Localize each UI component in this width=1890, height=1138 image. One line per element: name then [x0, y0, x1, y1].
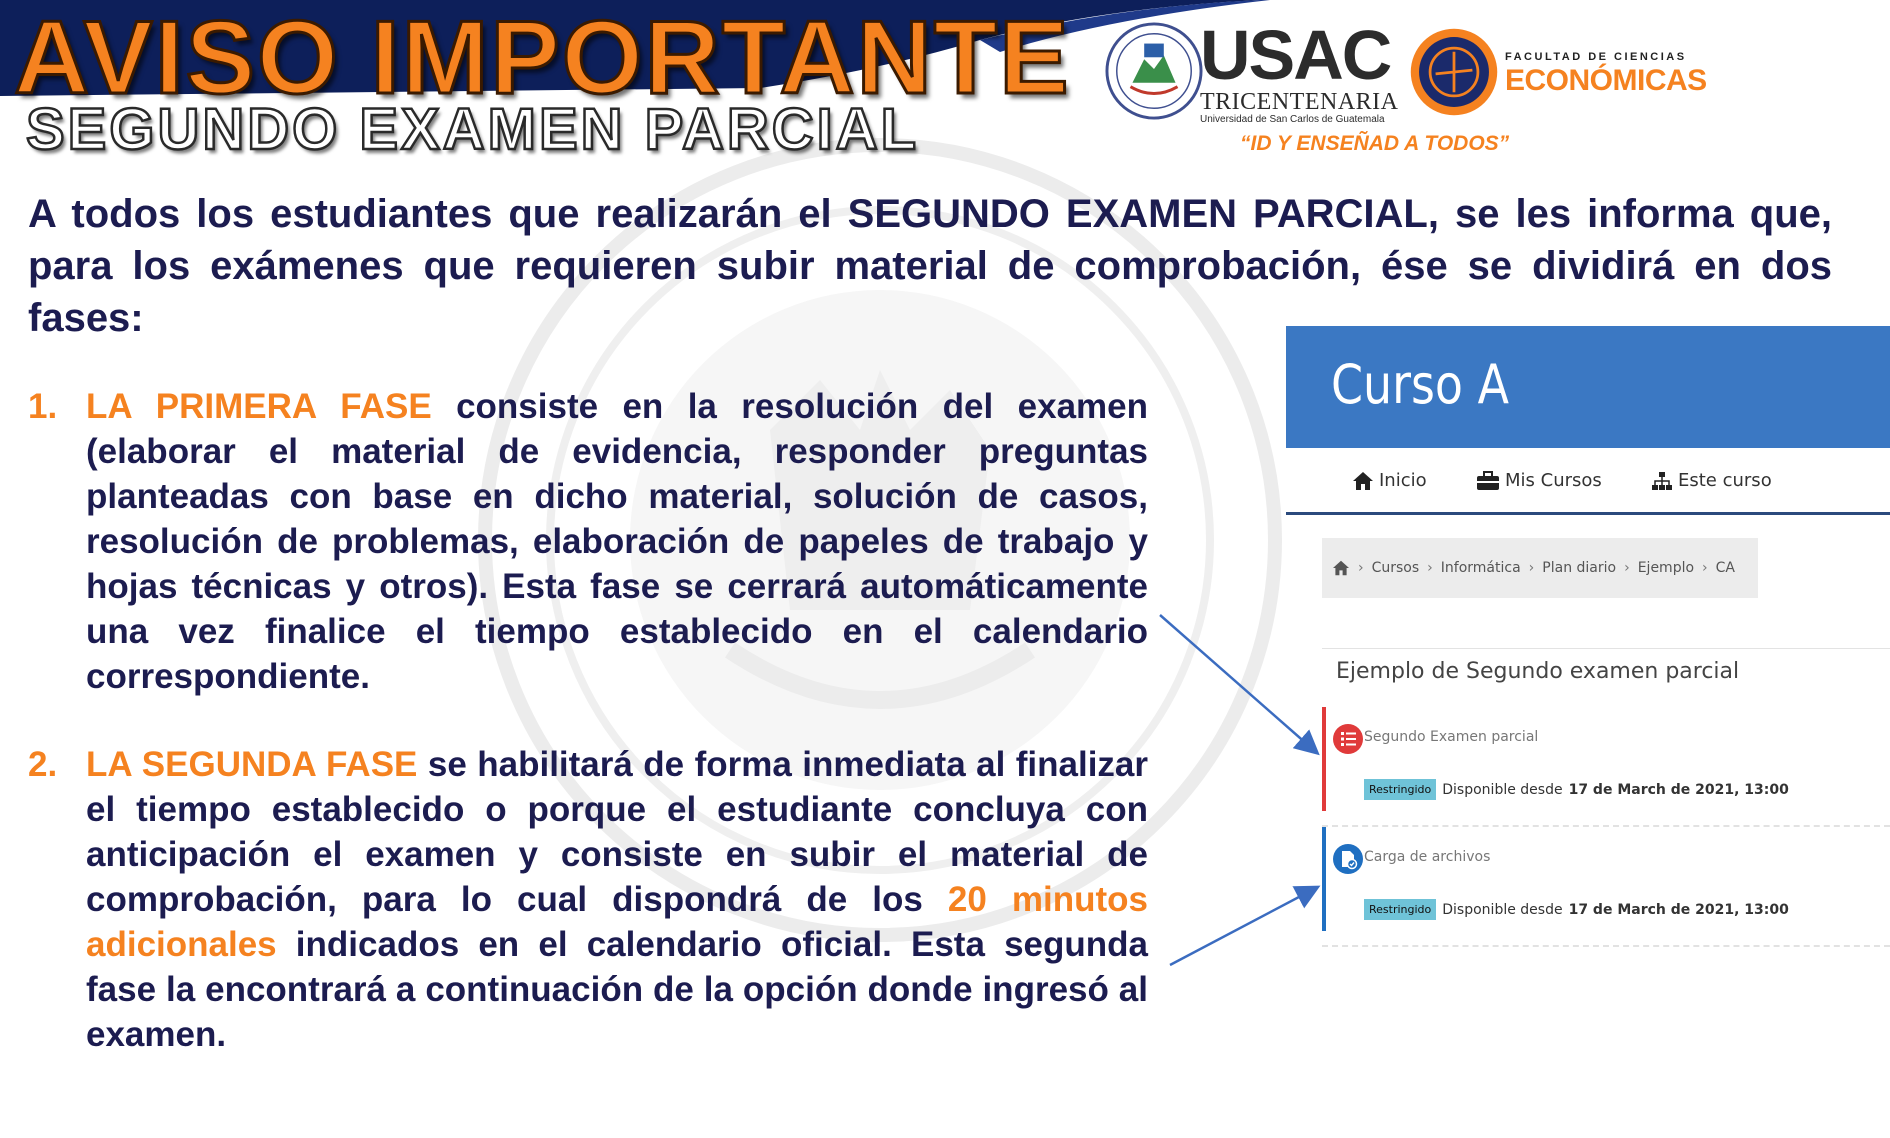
home-icon[interactable] — [1332, 560, 1350, 576]
divider — [1322, 945, 1890, 947]
breadcrumb-separator: › — [1702, 560, 1708, 576]
breadcrumb-item[interactable]: Plan diario — [1542, 560, 1617, 576]
restricted-badge: Restringido — [1364, 779, 1436, 800]
breadcrumb-item[interactable]: CA — [1715, 560, 1735, 576]
breadcrumb-separator: › — [1427, 560, 1433, 576]
breadcrumb-separator: › — [1528, 560, 1535, 576]
phase-text-end: indicados en el calendario oficial. Esta segunda fase la encontrará a continuación de la opción donde ingresó al examen. — [86, 925, 1148, 1054]
phase-text: consiste en la resolución del examen (elaborar el material de evidencia, responder preguntas planteadas con base en dicho material, solución de casos, resolución de problemas, elaboración de papeles de trabajo y hojas técnicas y otros). Esta fase se cerrará automáticamente una vez finalice el tiempo establecido en el calendario correspondiente. — [86, 387, 1148, 696]
breadcrumb-separator: › — [1358, 560, 1364, 576]
activity-carga-archivos[interactable] — [1322, 827, 1890, 945]
phase-item-2 — [28, 742, 1148, 1057]
breadcrumb-item[interactable]: Cursos — [1371, 560, 1420, 576]
nav-item-label: Inicio — [1379, 470, 1427, 491]
restriction-info — [1364, 779, 1789, 800]
faculty-label: FACULTAD DE CIENCIAS — [1505, 51, 1687, 63]
notice-subtitle: SEGUNDO EXAMEN PARCIAL — [26, 97, 920, 162]
faculty-name: ECONÓMICAS — [1505, 64, 1707, 97]
nav-item-label: Mis Cursos — [1505, 470, 1602, 491]
usac-logo — [1200, 16, 1399, 130]
phase-item-1 — [28, 384, 1148, 699]
nav-item-mis-cursos[interactable] — [1476, 470, 1602, 491]
usac-name: USAC — [1200, 16, 1391, 94]
phase-highlight: LA SEGUNDA FASE — [86, 745, 418, 784]
item-number: 1. — [28, 387, 58, 426]
home-icon — [1352, 471, 1374, 491]
activity-accent-bar — [1322, 827, 1326, 931]
available-date: 17 de March de 2021, 13:00 — [1568, 781, 1789, 798]
economics-faculty — [1505, 50, 1705, 98]
usac-university: Universidad de San Carlos de Guatemala — [1200, 114, 1385, 125]
nav-item-label: Este curso — [1678, 470, 1772, 491]
activity-segundo-examen[interactable] — [1322, 707, 1890, 825]
restriction-info — [1364, 899, 1789, 920]
course-nav — [1286, 448, 1890, 515]
item-body — [86, 742, 1148, 1057]
available-prefix: Disponible desde — [1442, 781, 1563, 798]
course-section — [1322, 648, 1890, 987]
assignment-upload-icon — [1332, 843, 1364, 875]
breadcrumb — [1322, 538, 1758, 598]
activity-name[interactable]: Segundo Examen parcial — [1364, 729, 1539, 745]
motto: “ID Y ENSEÑAD A TODOS” — [1240, 132, 1510, 155]
notice-title: AVISO IMPORTANTE — [14, 0, 1071, 116]
breadcrumb-separator: › — [1624, 560, 1630, 576]
sitemap-icon — [1651, 471, 1673, 491]
restricted-badge: Restringido — [1364, 899, 1436, 920]
phase-text: se habilitará de forma inmediata al finalizar el tiempo establecido o porque el estudiante concluya con anticipación el examen y consiste en subir el material de comprobación, para lo cual dispondrá de los — [86, 745, 1149, 919]
item-number: 2. — [28, 745, 58, 784]
additional-minutes-highlight: 20 minutos adicionales — [86, 880, 1148, 964]
briefcase-icon — [1476, 471, 1500, 491]
available-date: 17 de March de 2021, 13:00 — [1568, 901, 1789, 918]
nav-item-este-curso[interactable] — [1651, 470, 1772, 491]
quiz-icon — [1332, 723, 1364, 755]
course-title: Curso A — [1331, 353, 1510, 416]
usac-tricentenaria: TRICENTENARIA — [1200, 89, 1399, 115]
course-header — [1286, 326, 1890, 448]
section-title: Ejemplo de Segundo examen parcial — [1336, 659, 1740, 684]
item-body — [86, 384, 1148, 699]
phase-highlight: LA PRIMERA FASE — [86, 387, 432, 426]
breadcrumb-item[interactable]: Informática — [1440, 560, 1521, 576]
moodle-screenshot — [1286, 326, 1890, 986]
breadcrumb-item[interactable]: Ejemplo — [1637, 560, 1695, 576]
economics-seal-logo — [1408, 26, 1500, 118]
available-prefix: Disponible desde — [1442, 901, 1563, 918]
activity-name[interactable]: Carga de archivos — [1364, 849, 1491, 865]
usac-seal-logo — [1105, 22, 1203, 120]
nav-item-inicio[interactable] — [1352, 470, 1427, 491]
intro-paragraph: A todos los estudiantes que realizarán el SEGUNDO EXAMEN PARCIAL, se les informa que, para los exámenes que requieren subir material de comprobación, ése se dividirá en dos fases: — [28, 192, 1832, 340]
activity-accent-bar — [1322, 707, 1326, 811]
